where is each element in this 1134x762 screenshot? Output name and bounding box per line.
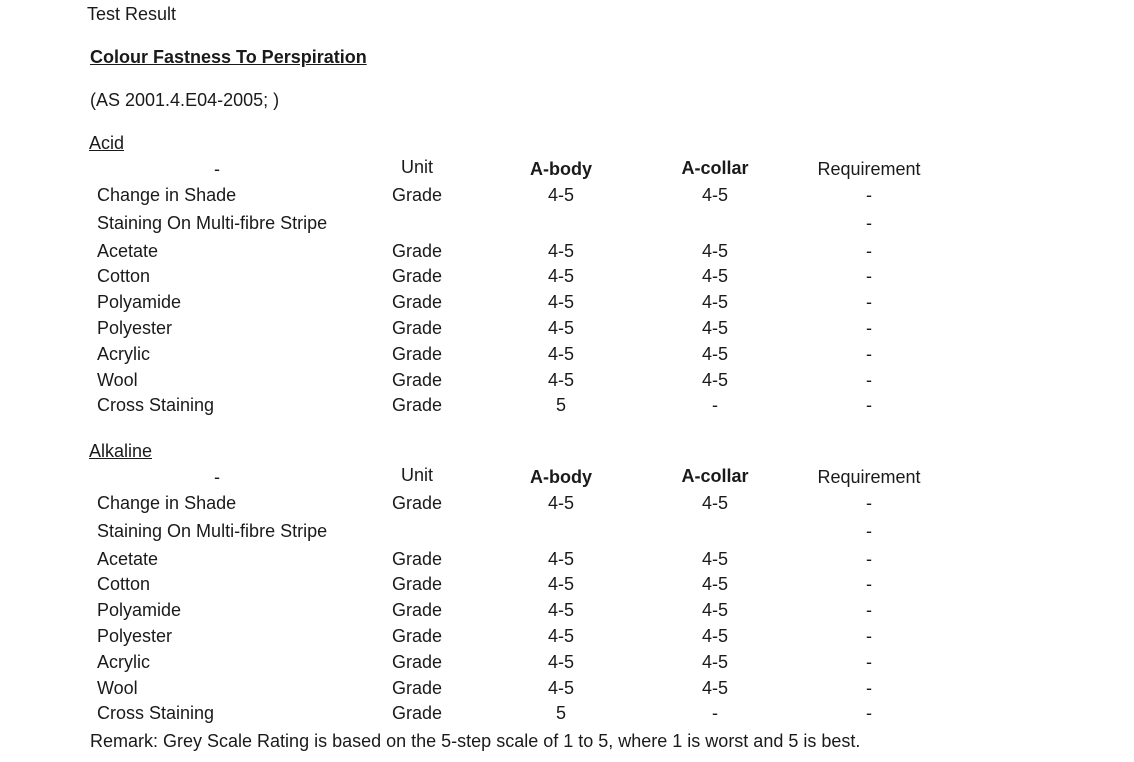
row-item: Cotton: [97, 266, 151, 286]
table-row: [0, 239, 1134, 263]
row-item: Acrylic: [97, 652, 150, 672]
row-a-collar: 4-5: [701, 292, 728, 312]
row-item: Cotton: [97, 574, 151, 594]
row-requirement: -: [866, 574, 872, 594]
header-a-collar: A-collar: [681, 158, 749, 178]
row-a-body: 4-5: [547, 344, 574, 364]
row-requirement: -: [866, 521, 872, 541]
row-a-body: 4-5: [547, 318, 574, 338]
table-row: [0, 701, 1134, 725]
row-item: Cross Staining: [97, 395, 215, 415]
row-a-body: 4-5: [547, 652, 574, 672]
row-a-collar: -: [712, 395, 718, 415]
table-row: [0, 598, 1134, 622]
row-requirement: -: [866, 344, 872, 364]
row-a-body: 4-5: [547, 626, 574, 646]
row-requirement: -: [866, 626, 872, 646]
table-row: [0, 211, 1134, 235]
row-item: Wool: [97, 370, 138, 390]
table-row: [0, 624, 1134, 648]
row-a-collar: 4-5: [701, 493, 728, 513]
row-unit: Grade: [391, 549, 443, 569]
table-row: [0, 650, 1134, 674]
row-requirement: -: [866, 493, 872, 513]
row-a-collar: 4-5: [701, 600, 728, 620]
header-unit: Unit: [400, 465, 433, 485]
row-unit: Grade: [391, 395, 443, 415]
table-header-row: [0, 157, 1134, 181]
test-standard: (AS 2001.4.E04-2005; ): [90, 90, 280, 110]
document-header: Test Result: [87, 4, 177, 24]
row-a-collar: 4-5: [701, 185, 728, 205]
section-title-alkaline: Alkaline: [89, 441, 153, 461]
row-a-collar: 4-5: [701, 652, 728, 672]
table-row: [0, 316, 1134, 340]
header-item: -: [214, 159, 220, 179]
row-unit: Grade: [391, 266, 443, 286]
row-a-body: 4-5: [547, 549, 574, 569]
row-item: Acetate: [97, 549, 159, 569]
row-item: Polyamide: [97, 600, 182, 620]
row-item: Polyamide: [97, 292, 182, 312]
row-a-body: 4-5: [547, 600, 574, 620]
row-unit: Grade: [391, 703, 443, 723]
row-item: Change in Shade: [97, 493, 237, 513]
header-item: -: [214, 467, 220, 487]
table-row: [0, 264, 1134, 288]
row-unit: Grade: [391, 574, 443, 594]
row-a-body: 4-5: [547, 185, 574, 205]
header-a-collar: A-collar: [681, 466, 749, 486]
row-a-body: 4-5: [547, 678, 574, 698]
row-a-collar: 4-5: [701, 344, 728, 364]
table-row: [0, 572, 1134, 596]
row-unit: Grade: [391, 652, 443, 672]
row-requirement: -: [866, 678, 872, 698]
row-a-collar: 4-5: [701, 626, 728, 646]
row-a-body: 4-5: [547, 292, 574, 312]
row-unit: Grade: [391, 493, 443, 513]
row-a-body: 4-5: [547, 266, 574, 286]
row-requirement: -: [866, 292, 872, 312]
row-unit: Grade: [391, 370, 443, 390]
row-a-collar: 4-5: [701, 266, 728, 286]
report-title: Colour Fastness To Perspiration: [90, 47, 367, 67]
table-row: [0, 183, 1134, 207]
row-item: Polyester: [97, 318, 173, 338]
header-a-body: A-body: [530, 159, 592, 179]
row-requirement: -: [866, 370, 872, 390]
row-a-body: 4-5: [547, 574, 574, 594]
row-item: Staining On Multi-fibre Stripe: [97, 521, 328, 541]
row-a-body: 5: [555, 703, 566, 723]
row-unit: Grade: [391, 626, 443, 646]
row-a-collar: 4-5: [701, 549, 728, 569]
row-a-collar: 4-5: [701, 574, 728, 594]
row-unit: Grade: [391, 344, 443, 364]
header-requirement: Requirement: [817, 159, 921, 179]
table-row: [0, 368, 1134, 392]
table-row: [0, 290, 1134, 314]
row-requirement: -: [866, 395, 872, 415]
row-a-collar: 4-5: [701, 318, 728, 338]
remark-note: Remark: Grey Scale Rating is based on the 5-step scale of 1 to 5, where 1 is worst and 5 is best.: [90, 731, 861, 751]
row-requirement: -: [866, 318, 872, 338]
header-unit: Unit: [400, 157, 433, 177]
row-unit: Grade: [391, 241, 443, 261]
header-a-body: A-body: [530, 467, 592, 487]
row-unit: Grade: [391, 600, 443, 620]
row-requirement: -: [866, 652, 872, 672]
row-item: Acrylic: [97, 344, 150, 364]
row-requirement: -: [866, 600, 872, 620]
row-a-collar: 4-5: [701, 370, 728, 390]
row-unit: Grade: [391, 318, 443, 338]
row-requirement: -: [866, 703, 872, 723]
table-row: [0, 676, 1134, 700]
row-requirement: -: [866, 549, 872, 569]
row-unit: Grade: [391, 185, 443, 205]
row-item: Wool: [97, 678, 138, 698]
table-row: [0, 342, 1134, 366]
row-requirement: -: [866, 185, 872, 205]
table-row: [0, 519, 1134, 543]
row-requirement: -: [866, 266, 872, 286]
row-unit: Grade: [391, 678, 443, 698]
header-requirement: Requirement: [817, 467, 921, 487]
row-item: Acetate: [97, 241, 159, 261]
row-a-collar: 4-5: [701, 241, 728, 261]
row-a-collar: 4-5: [701, 678, 728, 698]
table-row: [0, 393, 1134, 417]
row-item: Cross Staining: [97, 703, 215, 723]
row-item: Change in Shade: [97, 185, 237, 205]
table-row: [0, 547, 1134, 571]
table-row: [0, 491, 1134, 515]
row-item: Polyester: [97, 626, 173, 646]
row-a-body: 4-5: [547, 241, 574, 261]
row-a-collar: -: [712, 703, 718, 723]
row-requirement: -: [866, 213, 872, 233]
row-unit: Grade: [391, 292, 443, 312]
row-a-body: 4-5: [547, 493, 574, 513]
row-item: Staining On Multi-fibre Stripe: [97, 213, 328, 233]
section-title-acid: Acid: [89, 133, 125, 153]
row-a-body: 4-5: [547, 370, 574, 390]
row-requirement: -: [866, 241, 872, 261]
row-a-body: 5: [555, 395, 566, 415]
table-header-row: [0, 465, 1134, 489]
